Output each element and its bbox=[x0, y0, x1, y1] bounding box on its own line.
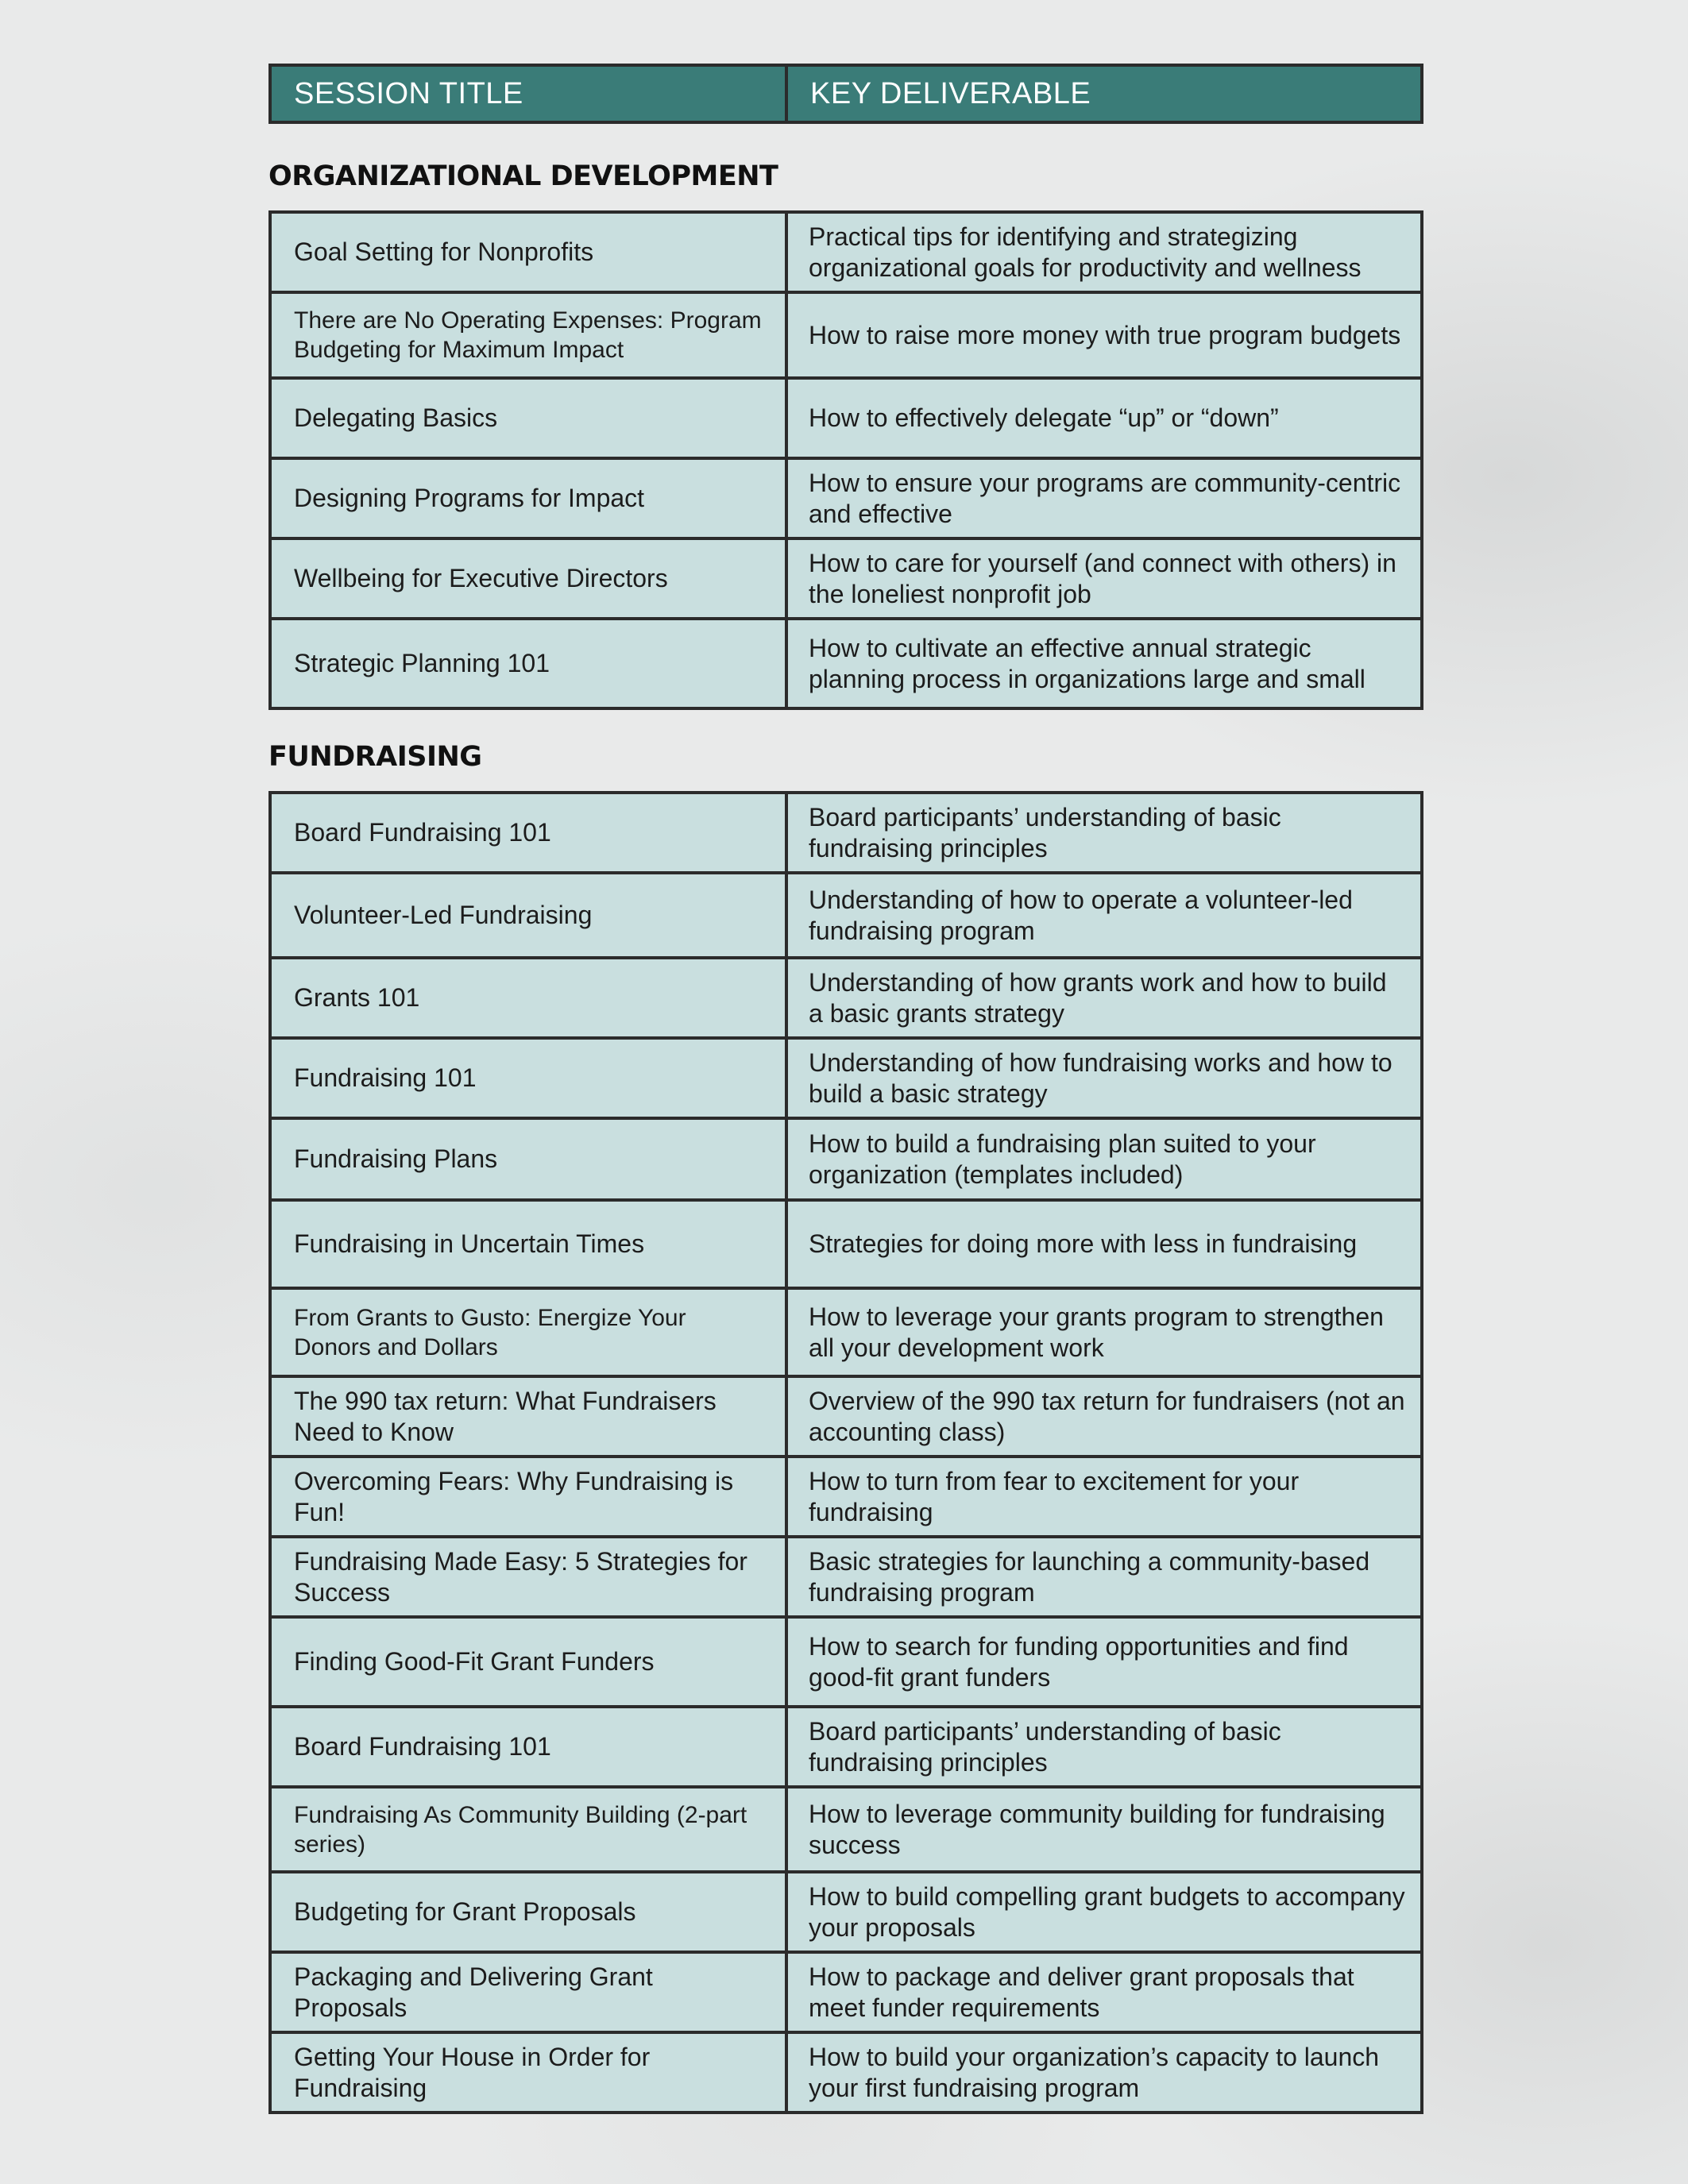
session-title: Volunteer-Led Fundraising bbox=[270, 873, 786, 958]
key-deliverable: How to build compelling grant budgets to accompany your proposals bbox=[786, 1872, 1422, 1952]
table-row bbox=[270, 1707, 1422, 1787]
table-row bbox=[270, 1617, 1422, 1707]
session-title: Getting Your House in Order for Fundraising bbox=[270, 2032, 786, 2113]
session-title: Grants 101 bbox=[270, 958, 786, 1038]
table-row bbox=[270, 1118, 1422, 1200]
table-row bbox=[270, 958, 1422, 1038]
table-row bbox=[270, 1787, 1422, 1872]
session-catalog bbox=[268, 64, 1420, 2114]
fundraising-table bbox=[268, 791, 1423, 2114]
header-key-deliverable: KEY DELIVERABLE bbox=[786, 65, 1422, 122]
key-deliverable: How to search for funding opportunities and find good-fit grant funders bbox=[786, 1617, 1422, 1707]
session-title: Designing Programs for Impact bbox=[270, 458, 786, 538]
table-row bbox=[270, 538, 1422, 619]
session-title: Goal Setting for Nonprofits bbox=[270, 212, 786, 292]
session-title: There are No Operating Expenses: Program Budgeting for Maximum Impact bbox=[270, 292, 786, 378]
table-row bbox=[270, 1288, 1422, 1376]
table-row bbox=[270, 1537, 1422, 1617]
key-deliverable: How to turn from fear to excitement for your fundraising bbox=[786, 1457, 1422, 1537]
session-title: Fundraising As Community Building (2-part series) bbox=[270, 1787, 786, 1872]
key-deliverable: Practical tips for identifying and strategizing organizational goals for productivity and wellness bbox=[786, 212, 1422, 292]
key-deliverable: How to build a fundraising plan suited to your organization (templates included) bbox=[786, 1118, 1422, 1200]
table-row bbox=[270, 2032, 1422, 2113]
key-deliverable: Understanding of how to operate a volunteer-led fundraising program bbox=[786, 873, 1422, 958]
key-deliverable: Overview of the 990 tax return for fundraisers (not an accounting class) bbox=[786, 1376, 1422, 1457]
table-row bbox=[270, 1200, 1422, 1288]
key-deliverable: How to build your organization’s capacity to launch your first fundraising program bbox=[786, 2032, 1422, 2113]
session-title: Fundraising Plans bbox=[270, 1118, 786, 1200]
session-title: Board Fundraising 101 bbox=[270, 1707, 786, 1787]
table-row bbox=[270, 1376, 1422, 1457]
key-deliverable: How to cultivate an effective annual strategic planning process in organizations large and small bbox=[786, 619, 1422, 708]
session-title: Fundraising in Uncertain Times bbox=[270, 1200, 786, 1288]
section-heading-fundraising: FUNDRAISING bbox=[268, 741, 482, 773]
table-row bbox=[270, 378, 1422, 458]
session-title: Overcoming Fears: Why Fundraising is Fun! bbox=[270, 1457, 786, 1537]
section-heading-organizational-development: ORGANIZATIONAL DEVELOPMENT bbox=[268, 160, 778, 192]
session-title: Budgeting for Grant Proposals bbox=[270, 1872, 786, 1952]
session-title: Board Fundraising 101 bbox=[270, 793, 786, 873]
session-title: Strategic Planning 101 bbox=[270, 619, 786, 708]
key-deliverable: How to effectively delegate “up” or “down” bbox=[786, 378, 1422, 458]
key-deliverable: How to package and deliver grant proposals that meet funder requirements bbox=[786, 1952, 1422, 2032]
session-title: Wellbeing for Executive Directors bbox=[270, 538, 786, 619]
session-title: Finding Good-Fit Grant Funders bbox=[270, 1617, 786, 1707]
table-row bbox=[270, 212, 1422, 292]
key-deliverable: Basic strategies for launching a community-based fundraising program bbox=[786, 1537, 1422, 1617]
key-deliverable: How to ensure your programs are community-centric and effective bbox=[786, 458, 1422, 538]
header-session-title: SESSION TITLE bbox=[270, 65, 786, 122]
key-deliverable: Strategies for doing more with less in fundraising bbox=[786, 1200, 1422, 1288]
table-row bbox=[270, 1952, 1422, 2032]
table-row bbox=[270, 873, 1422, 958]
key-deliverable: Board participants’ understanding of basic fundraising principles bbox=[786, 793, 1422, 873]
session-title: Delegating Basics bbox=[270, 378, 786, 458]
session-title: Fundraising Made Easy: 5 Strategies for Success bbox=[270, 1537, 786, 1617]
table-row bbox=[270, 458, 1422, 538]
organizational-development-table bbox=[268, 210, 1423, 710]
session-title: The 990 tax return: What Fundraisers Need to Know bbox=[270, 1376, 786, 1457]
key-deliverable: How to care for yourself (and connect with others) in the loneliest nonprofit job bbox=[786, 538, 1422, 619]
key-deliverable: How to leverage your grants program to strengthen all your development work bbox=[786, 1288, 1422, 1376]
key-deliverable: Understanding of how fundraising works and how to build a basic strategy bbox=[786, 1038, 1422, 1118]
key-deliverable: Board participants’ understanding of basic fundraising principles bbox=[786, 1707, 1422, 1787]
session-title: Fundraising 101 bbox=[270, 1038, 786, 1118]
session-title: Packaging and Delivering Grant Proposals bbox=[270, 1952, 786, 2032]
table-row bbox=[270, 619, 1422, 708]
column-header bbox=[268, 64, 1423, 124]
table-row bbox=[270, 1457, 1422, 1537]
table-row bbox=[270, 292, 1422, 378]
table-row bbox=[270, 1872, 1422, 1952]
table-row bbox=[270, 1038, 1422, 1118]
key-deliverable: Understanding of how grants work and how to build a basic grants strategy bbox=[786, 958, 1422, 1038]
key-deliverable: How to raise more money with true program budgets bbox=[786, 292, 1422, 378]
table-row bbox=[270, 793, 1422, 873]
key-deliverable: How to leverage community building for fundraising success bbox=[786, 1787, 1422, 1872]
session-title: From Grants to Gusto: Energize Your Donors and Dollars bbox=[270, 1288, 786, 1376]
